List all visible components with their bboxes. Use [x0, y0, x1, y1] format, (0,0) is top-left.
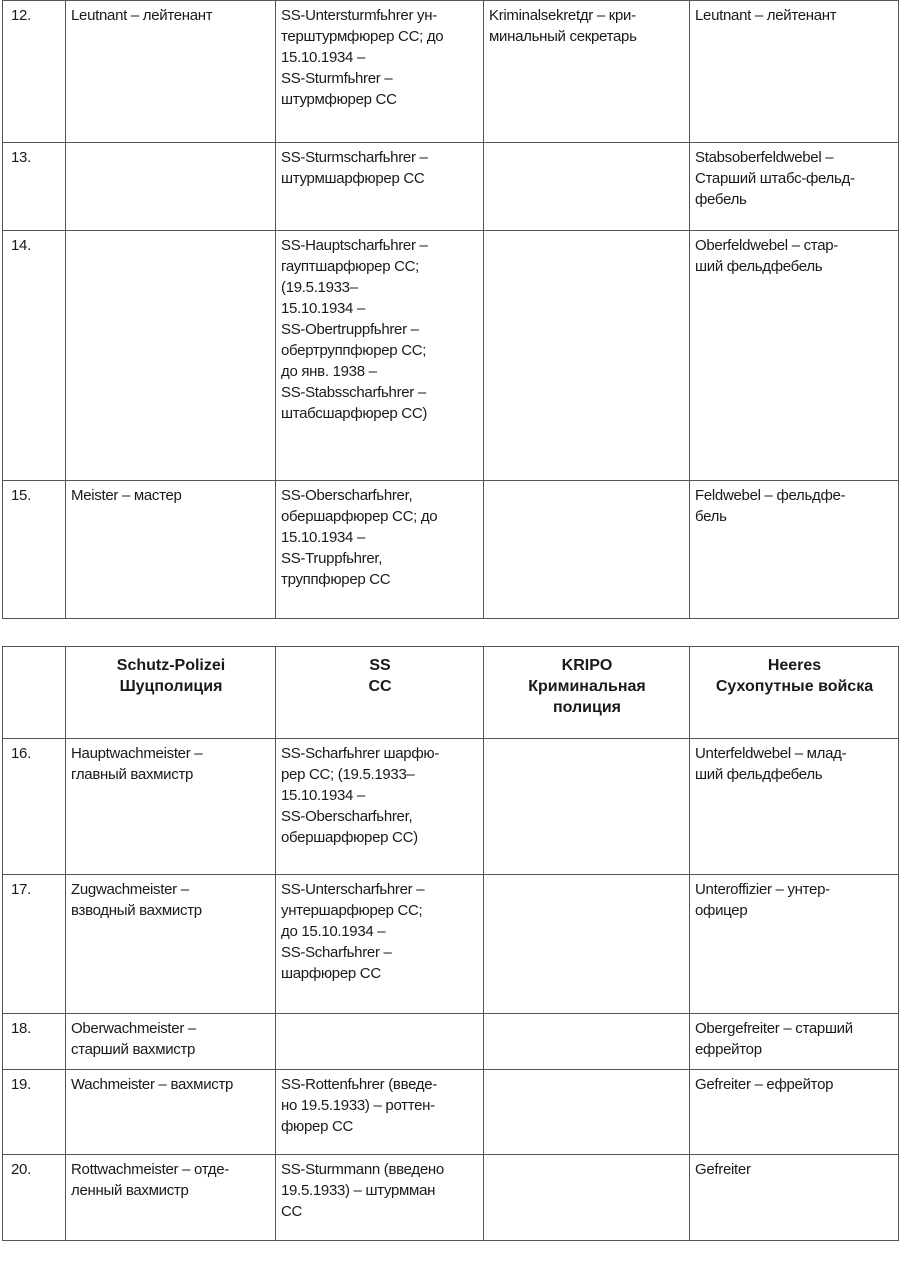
schutz-polizei-rank: Rottwachmeister – отде- ленный вахмистр: [66, 1155, 276, 1241]
row-number: 12.: [3, 1, 66, 143]
schutz-polizei-rank: [66, 143, 276, 231]
kripo-rank: [484, 143, 690, 231]
ss-rank: SS-Scharfьhrer шарфю- рер СС; (19.5.1933– 15.10.1934 – SS-Oberscharfьhrer, обершарфюрер СС): [276, 739, 484, 875]
heeres-rank: Feldwebel – фельдфе- бель: [690, 481, 899, 619]
table-row: [3, 481, 899, 619]
table-row: [3, 1, 899, 143]
row-number: 15.: [3, 481, 66, 619]
table-row: [3, 1014, 899, 1070]
row-number: 20.: [3, 1155, 66, 1241]
schutz-polizei-rank: Hauptwachmeister – главный вахмистр: [66, 739, 276, 875]
schutz-polizei-rank: Oberwachmeister – старший вахмистр: [66, 1014, 276, 1070]
rank-table-upper: [2, 0, 899, 619]
ss-rank: SS-Untersturmfьhrer ун- терштурмфюрер СС; до 15.10.1934 – SS-Sturmfьhrer – штурмфюрер СС: [276, 1, 484, 143]
table-row: [3, 1070, 899, 1155]
kripo-rank: [484, 1070, 690, 1155]
heeres-rank: Unteroffizier – унтер- офицер: [690, 875, 899, 1014]
schutz-polizei-rank: Zugwachmeister – взводный вахмистр: [66, 875, 276, 1014]
ss-rank: [276, 1014, 484, 1070]
row-number: 17.: [3, 875, 66, 1014]
schutz-polizei-rank: Leutnant – лейтенант: [66, 1, 276, 143]
kripo-rank: [484, 875, 690, 1014]
row-number: 16.: [3, 739, 66, 875]
row-number: 18.: [3, 1014, 66, 1070]
ss-rank: SS-Unterscharfьhrer – унтершарфюрер СС; до 15.10.1934 – SS-Scharfьhrer – шарфюрер СС: [276, 875, 484, 1014]
kripo-rank: [484, 739, 690, 875]
table-row: [3, 1155, 899, 1241]
ss-rank: SS-Oberscharfьhrer, обершарфюрер СС; до 15.10.1934 – SS-Truppfьhrer, труппфюрер СС: [276, 481, 484, 619]
heeres-rank: Obergefreiter – старший ефрейтор: [690, 1014, 899, 1070]
kripo-rank: [484, 1014, 690, 1070]
row-number: 14.: [3, 231, 66, 481]
heeres-rank: Unterfeldwebel – млад- ший фельдфебель: [690, 739, 899, 875]
ss-rank: SS-Sturmmann (введено 19.5.1933) – штурмман СС: [276, 1155, 484, 1241]
header-ss: SS СС: [276, 647, 484, 739]
table-header-row: [3, 647, 899, 739]
table-row: [3, 739, 899, 875]
kripo-rank: [484, 481, 690, 619]
kripo-rank: Kriminalsekretдr – кри- минальный секретарь: [484, 1, 690, 143]
kripo-rank: [484, 231, 690, 481]
header-number: [3, 647, 66, 739]
header-heeres: Heeres Сухопутные войска: [690, 647, 899, 739]
heeres-rank: Gefreiter – ефрейтор: [690, 1070, 899, 1155]
table-row: [3, 875, 899, 1014]
schutz-polizei-rank: Meister – мастер: [66, 481, 276, 619]
row-number: 19.: [3, 1070, 66, 1155]
heeres-rank: Oberfeldwebel – стар- ший фельдфебель: [690, 231, 899, 481]
ss-rank: SS-Hauptscharfьhrer – гауптшарфюрер СС; (19.5.1933– 15.10.1934 – SS-Obertruppfьhrer – обертруппфюрер СС; до янв. 1938 – SS-Stabsscharfьhrer – штабсшарфюрер СС): [276, 231, 484, 481]
ss-rank: SS-Rottenfьhrer (введе- но 19.5.1933) – роттен- фюрер СС: [276, 1070, 484, 1155]
schutz-polizei-rank: Wachmeister – вахмистр: [66, 1070, 276, 1155]
header-kripo: KRIPO Криминальная полиция: [484, 647, 690, 739]
row-number: 13.: [3, 143, 66, 231]
table-row: [3, 231, 899, 481]
table-row: [3, 143, 899, 231]
heeres-rank: Stabsoberfeldwebel – Старший штабс-фельд- фебель: [690, 143, 899, 231]
kripo-rank: [484, 1155, 690, 1241]
header-schutz-polizei: Schutz-Polizei Шуцполиция: [66, 647, 276, 739]
heeres-rank: Leutnant – лейтенант: [690, 1, 899, 143]
schutz-polizei-rank: [66, 231, 276, 481]
ss-rank: SS-Sturmscharfьhrer – штурмшарфюрер СС: [276, 143, 484, 231]
rank-table-lower: [2, 646, 899, 1241]
heeres-rank: Gefreiter: [690, 1155, 899, 1241]
